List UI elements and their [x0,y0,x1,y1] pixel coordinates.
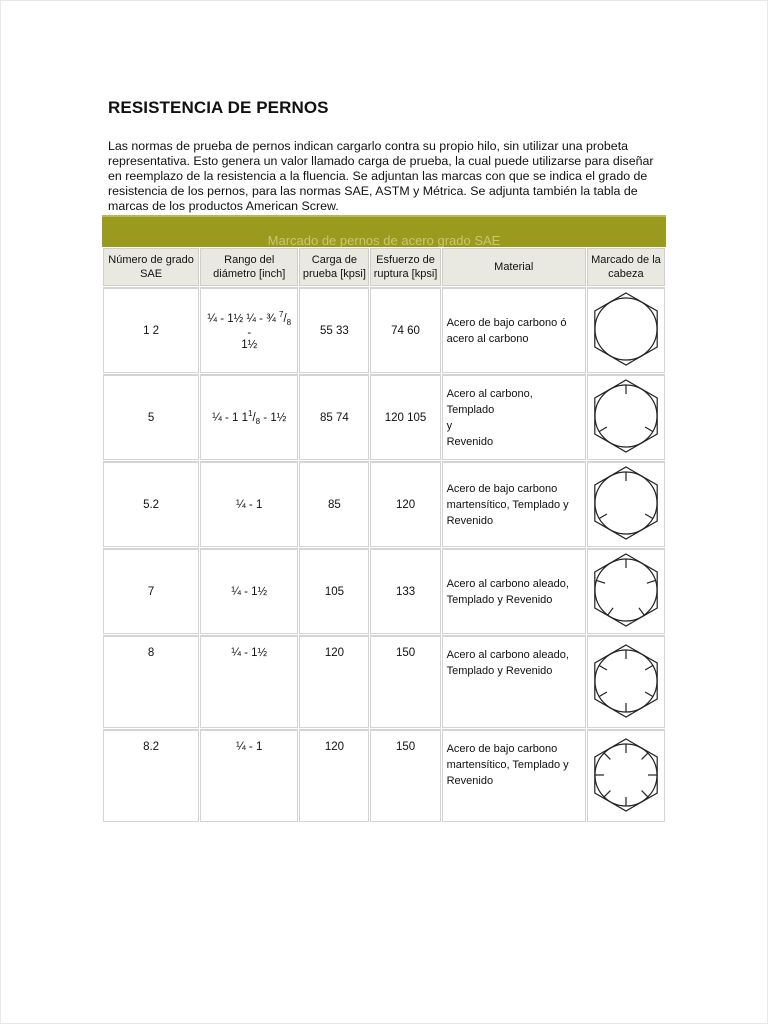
washer-circle [595,472,657,534]
cell-material: Acero al carbono aleado, Templado y Revenido [442,635,586,728]
cell-proof-load: 105 [299,548,369,634]
cell-range: ¼ - 1 [200,461,298,547]
radial-mark [599,692,607,697]
cell-material: Acero de bajo carbono martensítico, Templado y Revenido [442,461,586,547]
cell-range: ¼ - 1½ [200,548,298,634]
cell-tensile: 133 [370,548,440,634]
hex-outline [595,293,657,365]
cell-proof-load: 120 [299,729,369,822]
header-proof-load: Carga de prueba [kpsi] [299,248,369,286]
hex-head-icon [589,735,663,815]
table-row [103,548,665,634]
cell-tensile: 150 [370,635,440,728]
cell-tensile: 150 [370,729,440,822]
header-range: Rango del diámetro [inch] [200,248,298,286]
cell-range: ¼ - 1½ [200,635,298,728]
cell-material: Acero de bajo carbono ó acero al carbono [442,287,586,373]
cell-proof-load: 55 33 [299,287,369,373]
radial-mark [596,580,605,583]
radial-mark [645,427,653,432]
header-tensile: Esfuerzo de ruptura [kpsi] [370,248,440,286]
table-row [103,461,665,547]
radial-mark [599,514,607,519]
radial-mark [642,790,648,796]
grade-table [102,247,666,823]
header-grade: Número de grado SAE [103,248,199,286]
hex-head-icon [589,641,663,721]
table-row [103,729,665,822]
cell-tensile: 120 [370,461,440,547]
intro-line: marcas de los productos American Screw. [108,199,339,213]
radial-mark [608,608,613,615]
radial-mark [645,665,653,670]
cell-proof-load: 85 74 [299,374,369,460]
radial-mark [604,790,610,796]
cell-range: ¼ - 1 [200,729,298,822]
intro-line: resistencia de los pernos, para las normas SAE, ASTM y Métrica. Se adjunta también la tabla de [108,184,638,198]
cell-range: ¼ - 1 $1^1/_8$ - 1½ [200,374,298,460]
header-marking: Marcado de la cabeza [587,248,665,286]
cell-head-marking [587,635,665,728]
cell-tensile: 120 105 [370,374,440,460]
washer-circle [595,385,657,447]
radial-mark [604,753,610,759]
cell-head-marking [587,374,665,460]
cell-material: Acero de bajo carbono martensítico, Templado y Revenido [442,729,586,822]
cell-head-marking [587,461,665,547]
intro-line: Las normas de prueba de pernos indican cargarlo contra su propio hilo, sin utilizar una probeta [108,139,629,153]
cell-grade: 5.2 [103,461,199,547]
cell-proof-load: 120 [299,635,369,728]
cell-material: Acero al carbono aleado, Templado y Revenido [442,548,586,634]
radial-mark [599,665,607,670]
cell-material: Acero al carbono, Templado y Revenido [442,374,586,460]
radial-mark [645,514,653,519]
washer-circle [595,298,657,360]
cell-grade: 7 [103,548,199,634]
intro-line: en reemplazo de la resistencia a la fluencia. Se adjuntan las marcas con que se indica el grado de [108,169,648,183]
document-title: RESISTENCIA DE PERNOS [108,98,329,117]
intro-line: representativa. Esto genera un valor llamado carga de prueba, la cual puede utilizarse para diseñar [108,154,654,168]
cell-tensile: 74 60 [370,287,440,373]
cell-head-marking [587,729,665,822]
hex-head-icon [589,550,663,630]
washer-circle [595,650,657,712]
radial-mark [647,580,656,583]
cell-grade: 1 2 [103,287,199,373]
cell-head-marking [587,548,665,634]
sae-bolt-table [102,215,666,823]
table-row [103,287,665,373]
cell-range: ¼ - 1½ ¼ - ¾ $^7/_8$ - 1½ [200,287,298,373]
hex-head-icon [589,376,663,456]
table-banner: Marcado de pernos de acero grado SAE [102,215,666,247]
radial-mark [639,608,644,615]
header-material: Material [442,248,586,286]
table-row [103,374,665,460]
radial-mark [645,692,653,697]
intro-paragraph [108,139,668,214]
cell-proof-load: 85 [299,461,369,547]
table-header-row [103,248,665,286]
hex-head-icon [589,289,663,369]
cell-grade: 8 [103,635,199,728]
cell-grade: 8.2 [103,729,199,822]
cell-grade: 5 [103,374,199,460]
hex-head-icon [589,463,663,543]
radial-mark [599,427,607,432]
cell-head-marking [587,287,665,373]
radial-mark [642,753,648,759]
table-row [103,635,665,728]
washer-circle [595,559,657,621]
